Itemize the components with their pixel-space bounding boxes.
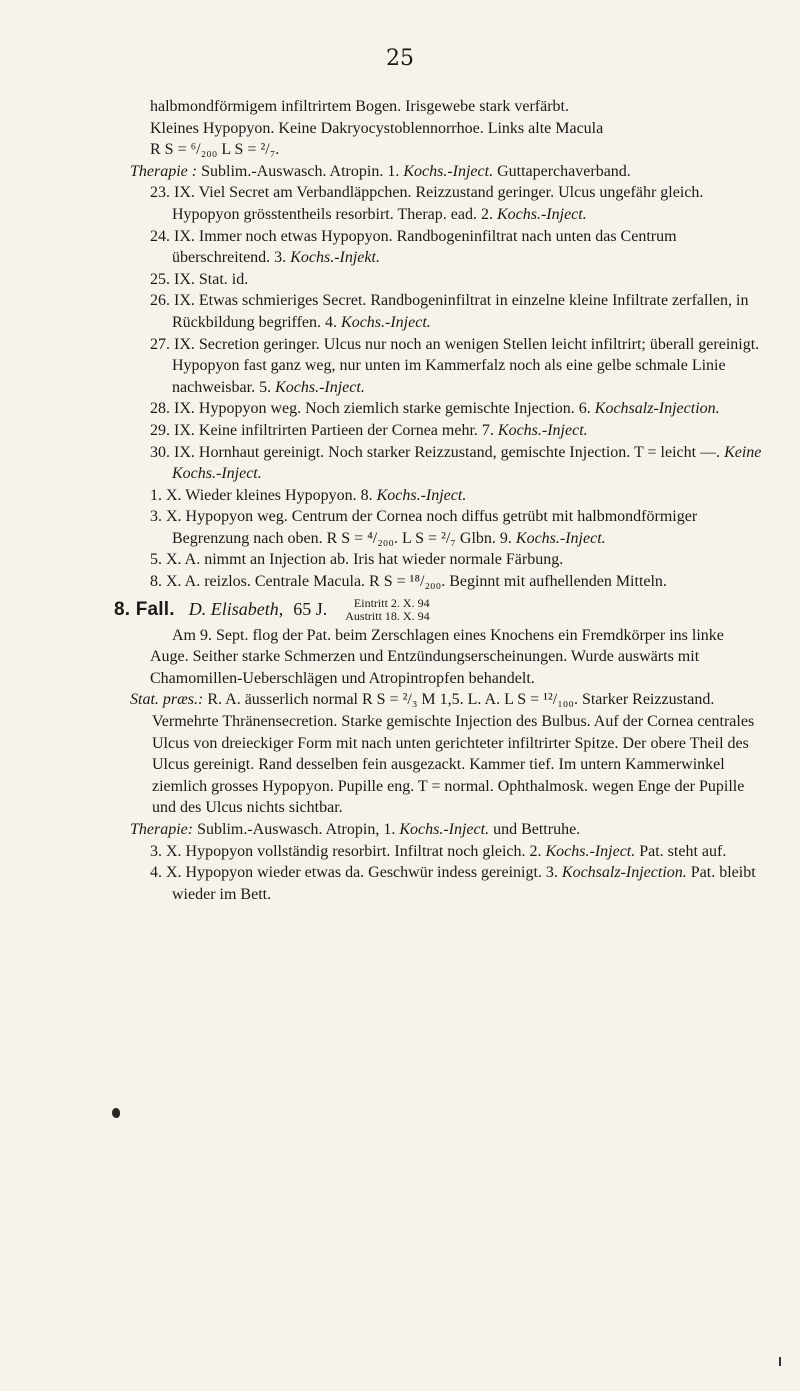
- progress-entry: [150, 862, 762, 905]
- entry-italic: Kochsalz-Injection.: [590, 400, 720, 418]
- entry-after: Pat. steht auf.: [635, 842, 727, 860]
- entry-italic: Kochs.-Inject.: [492, 205, 587, 223]
- entry-italic: Kochs.-Inject.: [372, 486, 467, 504]
- entry-italic: Kochs.-Inject.: [337, 313, 431, 331]
- entry-text: 1. X. Wieder kleines Hypopyon. 8.: [150, 486, 373, 504]
- entry-text: 29. IX. Keine infiltrirten Partieen der Cornea mehr. 7.: [150, 421, 494, 439]
- therapy-label: Therapie:: [130, 821, 194, 838]
- entry-italic: Kochsalz-Injection.: [557, 864, 687, 882]
- progress-entry: [150, 226, 762, 269]
- admission-date: Eintritt 2. X. 94: [353, 595, 430, 610]
- therapy-text: Sublim.-Auswasch. Atropin. 1.: [197, 162, 400, 180]
- corner-mark: [779, 1357, 781, 1366]
- therapy-inject: Kochs.-Inject.: [395, 821, 490, 838]
- entry-text: 26. IX. Etwas schmieriges Secret. Randbogeninfiltrat in einzelne kleine Infiltrate zerfallen, in Rückbildung begriffen. 4.: [150, 292, 749, 331]
- therapy-rest: Guttaperchaverband.: [493, 162, 631, 180]
- entry-text: 3. X. Hypopyon weg. Centrum der Cornea noch diffus getrübt mit halbmondförmiger Begrenzung nach oben. R S = ⁴/₂₀₀. L S = ²/₇ Glbn. 9.: [150, 508, 698, 547]
- status-label: Stat. præs.:: [130, 691, 204, 709]
- entry-italic: Kochs.-Inject.: [541, 842, 636, 860]
- case-heading: [114, 597, 762, 623]
- progress-entry: [150, 571, 762, 593]
- therapy-line-1: [130, 161, 762, 183]
- patient-name: D. Elisabeth,: [188, 598, 284, 619]
- progress-entries-b: [150, 841, 762, 906]
- case-label: 8. Fall.: [114, 598, 175, 620]
- admission-dates: [345, 597, 429, 623]
- progress-entry: [150, 506, 762, 549]
- progress-entry: [150, 549, 762, 571]
- therapy-line-2: [130, 819, 762, 841]
- progress-entries-a: [150, 182, 762, 592]
- status-text: R. A. äusserlich normal R S = ²/₃ M 1,5. L. A. L S = ¹²/₁₀₀. Starker Reizzustand. Vermehrte Thränensecretion. Starke gemischte Injection des Bulbus. Auf der Cornea centrales Ulcus von dreieckiger Form mit nach unten gerichteter infiltrirter Spitze. Der obere Theil des Ulcus gereinigt. Rand desselben fein ausgezackt. Kammer tief. Im untern Kammerwinkel ziemlich grosses Hypopyon. Pupille eng. T = normal. Ophthalmosk. wegen Enge der Pupille und des Ulcus nichts sichtbar.: [152, 691, 755, 817]
- entry-text: 24. IX. Immer noch etwas Hypopyon. Randbogeninfiltrat nach unten das Centrum überschreitend. 3.: [150, 227, 677, 267]
- status-paragraph: [130, 689, 762, 819]
- entry-italic: Kochs.-Inject.: [511, 529, 606, 547]
- entry-text: 28. IX. Hypopyon weg. Noch ziemlich starke gemischte Injection. 6.: [150, 400, 591, 418]
- ink-spot-mark: [112, 1108, 120, 1118]
- therapy-inject: Kochs.-Inject.: [399, 162, 494, 180]
- entry-text: 27. IX. Secretion geringer. Ulcus nur noch an wenigen Stellen leicht infiltrirt; überall gereinigt. Hypopyon fast ganz weg, nur unten im Kammerfalz noch als eine gelbe schmale Linie nachweisbar. 5.: [150, 335, 760, 396]
- entry-text: 25. IX. Stat. id.: [150, 270, 249, 288]
- entry-italic: Keine Kochs.-Inject.: [172, 443, 762, 483]
- progress-entry: [150, 485, 762, 507]
- entry-text: 3. X. Hypopyon vollständig resorbirt. Infiltrat noch gleich. 2.: [150, 842, 542, 860]
- page-text: [114, 96, 762, 905]
- entry-text: 5. X. A. nimmt an Injection ab. Iris hat wieder normale Färbung.: [150, 551, 564, 569]
- entry-italic: Kochs.-Inject.: [493, 421, 588, 439]
- page-number: 25: [386, 46, 414, 71]
- progress-entry: [150, 398, 762, 420]
- entry-text: 8. X. A. reizlos. Centrale Macula. R S = ¹⁸/₂₀₀. Beginnt mit aufhellenden Mitteln.: [150, 573, 667, 591]
- entry-text: 4. X. Hypopyon wieder etwas da. Geschwür indess gereinigt. 3.: [150, 864, 558, 882]
- therapy-rest: und Bettruhe.: [489, 821, 581, 838]
- patient-age: 65 J.: [293, 598, 328, 619]
- progress-entry: [150, 841, 762, 863]
- intro-line: R S = ⁶/₂₀₀ L S = ²/₇.: [150, 141, 280, 159]
- entry-italic: Kochs.-Injekt.: [286, 249, 380, 267]
- progress-entry: [150, 420, 762, 442]
- progress-entry: [150, 290, 762, 333]
- therapy-text: Sublim.-Auswasch. Atropin, 1.: [193, 821, 396, 838]
- intro-paragraph: [150, 96, 762, 161]
- intro-line: Kleines Hypopyon. Keine Dakryocystoblennorrhoe. Links alte Macula: [150, 119, 604, 137]
- entry-text: 30. IX. Hornhaut gereinigt. Noch starker Reizzustand, gemischte Injection. T = leicht —.: [150, 443, 721, 461]
- progress-entry: [150, 442, 762, 485]
- progress-entry: [150, 269, 762, 291]
- intro-line: halbmondförmigem infiltrirtem Bogen. Irisgewebe stark verfärbt.: [150, 98, 569, 115]
- progress-entry: [150, 334, 762, 399]
- discharge-date: Austritt 18. X. 94: [345, 608, 430, 623]
- entry-after: Pat. bleibt wieder im Bett.: [172, 864, 756, 903]
- anamnesis-paragraph: Am 9. Sept. flog der Pat. beim Zerschlagen eines Knochens ein Fremdkörper ins linke Auge. Seither starke Schmerzen und Entzündungserscheinungen. Wurde auswärts mit Chamomillen-Ueberschlägen und Atropintropfen behandelt.: [150, 626, 724, 687]
- therapy-label: Therapie :: [130, 162, 198, 180]
- entry-italic: Kochs.-Inject.: [271, 378, 365, 396]
- progress-entry: [150, 182, 762, 225]
- entry-text: 23. IX. Viel Secret am Verbandläppchen. Reizzustand geringer. Ulcus ungefähr gleich. Hypopyon grösstentheils resorbirt. Therap. ead. 2.: [150, 184, 704, 223]
